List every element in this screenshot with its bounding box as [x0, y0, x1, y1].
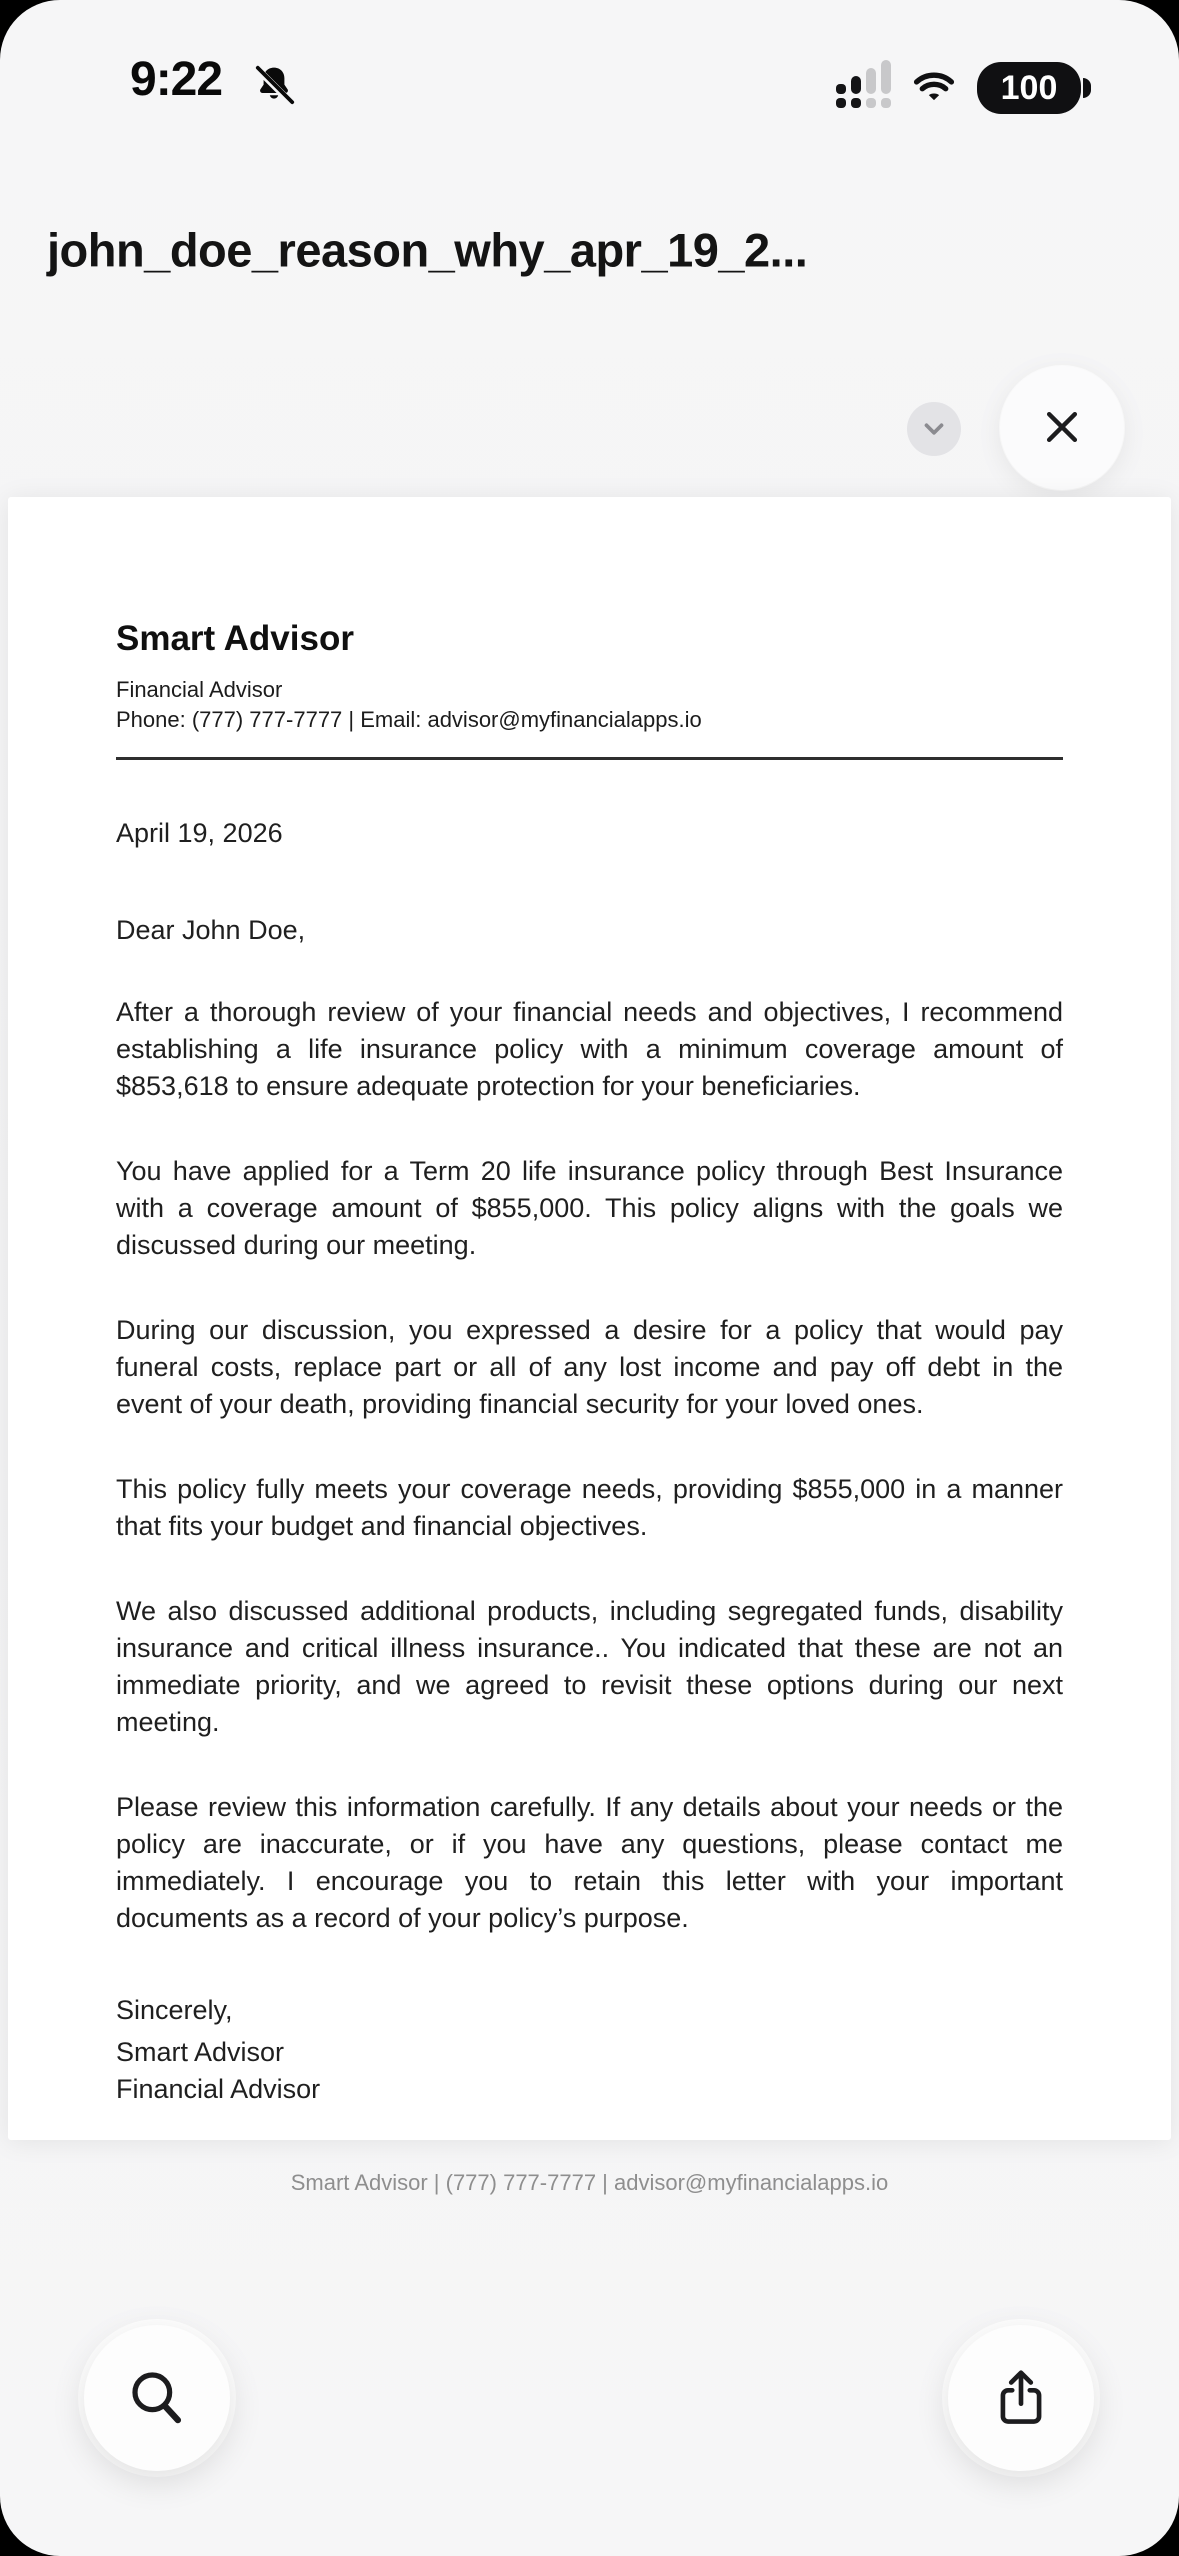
letter-footer: Smart Advisor | (777) 777-7777 | advisor@myfinancialapps.io: [290, 2170, 889, 2195]
document-filename: john_doe_reason_why_apr_19_2...: [47, 223, 808, 277]
letter-paragraph: During our discussion, you expressed a desire for a policy that would pay funeral costs, replace part or all of any lost income and pay off debt in the event of your death, providing financial security for your loved ones.: [116, 1315, 1063, 1419]
battery-icon: [977, 62, 1091, 114]
signature-name: Smart Advisor: [116, 2037, 285, 2067]
letter-paragraph: This policy fully meets your coverage needs, providing $855,000 in a manner that fits your budget and financial objectives.: [116, 1474, 1063, 1541]
share-icon: [990, 2366, 1052, 2431]
status-right-cluster: [836, 62, 1091, 114]
letter-date: April 19, 2026: [116, 818, 283, 848]
notifications-silenced-icon: [250, 62, 298, 110]
close-icon: [1034, 399, 1090, 458]
search-icon: [124, 2364, 190, 2433]
cellular-signal-icon: [836, 66, 891, 110]
status-bar: [0, 0, 1179, 130]
closing: Sincerely,: [116, 1995, 233, 2025]
sender-contact-line: Phone: (777) 777-7777 | Email: advisor@myfinancialapps.io: [116, 707, 702, 732]
signature-title: Financial Advisor: [116, 2074, 321, 2104]
letter-paragraph: We also discussed additional products, including segregated funds, disability insurance and critical illness insurance.. You indicated that these are not an immediate priority, and we agreed to revisit these options during our next meeting.: [116, 1596, 1063, 1737]
sender-name: Smart Advisor: [116, 619, 354, 658]
letter-content: [116, 619, 1063, 2196]
close-button[interactable]: [1000, 366, 1124, 490]
letter-paragraph: You have applied for a Term 20 life insurance policy through Best Insurance with a coverage amount of $855,000. This policy aligns with the goals we discussed during our meeting.: [116, 1156, 1063, 1260]
search-button[interactable]: [84, 2325, 230, 2471]
document-title-bar: [0, 180, 1179, 320]
status-time: 9:22: [130, 53, 223, 106]
battery-level: 100: [977, 62, 1081, 114]
salutation: Dear John Doe,: [116, 915, 306, 945]
sender-title: Financial Advisor: [116, 677, 283, 702]
document-page[interactable]: [8, 497, 1171, 2195]
chevron-down-icon: [916, 410, 952, 449]
share-button[interactable]: [948, 2325, 1094, 2471]
header-divider: [116, 757, 1063, 760]
letter-paragraph: Please review this information carefully. If any details about your needs or the policy are inaccurate, or if you have any questions, please contact me immediately. I encourage you to retain this letter with your important documents as a record of your policy’s purpose.: [116, 1792, 1063, 1933]
wifi-icon: [908, 66, 960, 110]
battery-nub: [1083, 78, 1091, 98]
filename-dropdown-button[interactable]: [907, 402, 961, 456]
letter-body: [116, 994, 1063, 1937]
letter-paragraph: After a thorough review of your financial needs and objectives, I recommend establishing a life insurance policy with a minimum coverage amount of $853,618 to ensure adequate protection for your beneficiaries.: [116, 997, 1063, 1101]
